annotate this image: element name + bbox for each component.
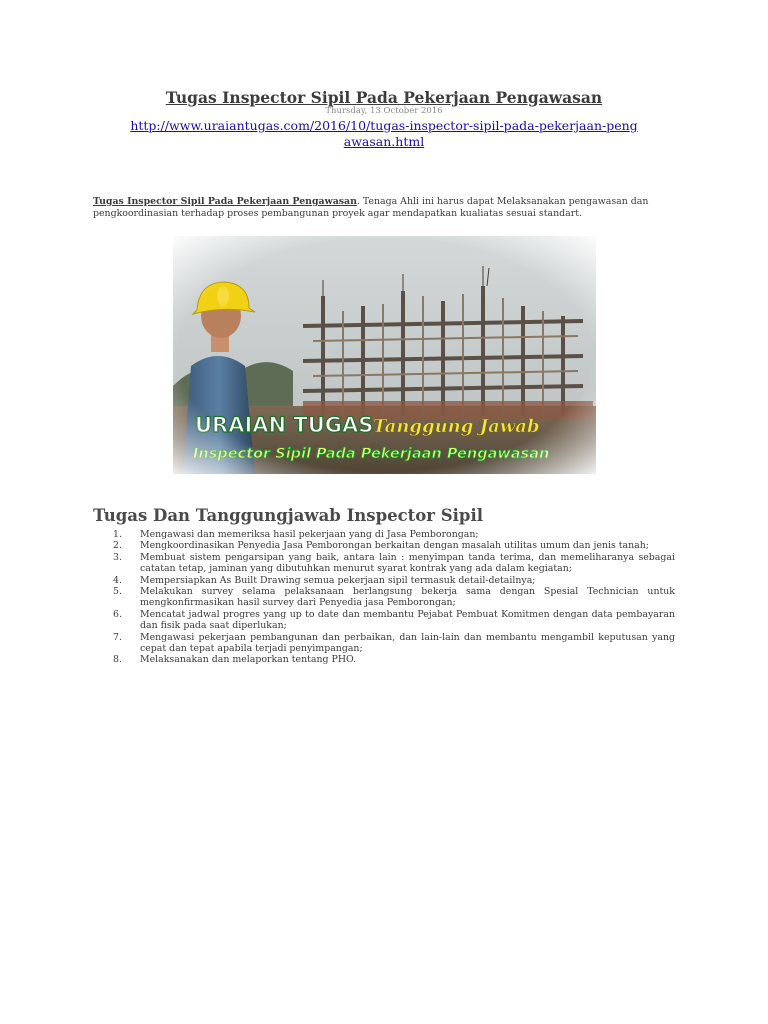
section-heading: Tugas Dan Tanggungjawab Inspector Sipil bbox=[93, 506, 483, 525]
article-date: Thursday, 13 October 2016 bbox=[325, 106, 443, 116]
list-item-number: 7. bbox=[113, 631, 122, 643]
list-item-text: Membuat sistem pengarsipan yang baik, antara lain : menyimpan tanda terima, dan memeliharanya sebagai catatan tetap, jaminan yang dibutuhkan menurut syarat kontrak yang ada dalam kegiatan; bbox=[140, 551, 675, 575]
list-item-number: 8. bbox=[113, 654, 122, 666]
list-item bbox=[113, 552, 675, 575]
list-item-text: Mempersiapkan As Built Drawing semua pekerjaan sipil termasuk detail-detailnya; bbox=[140, 574, 536, 586]
list-item-number: 5. bbox=[113, 586, 122, 598]
intro-paragraph bbox=[93, 196, 677, 219]
article-title: Tugas Inspector Sipil Pada Pekerjaan Pengawasan bbox=[165, 88, 603, 107]
list-item-text: Mengkoordinasikan Penyedia Jasa Pemborongan berkaitan dengan masalah utilitas umum dan jenis tanah; bbox=[140, 540, 649, 552]
list-item-text: Melaksanakan dan melaporkan tentang PHO. bbox=[140, 654, 357, 666]
list-item-number: 4. bbox=[113, 574, 122, 586]
intro-title-link[interactable]: Tugas Inspector Sipil Pada Pekerjaan Pengawasan bbox=[93, 196, 357, 207]
list-item bbox=[113, 529, 675, 540]
list-item-number: 2. bbox=[113, 540, 122, 552]
list-item bbox=[113, 575, 675, 586]
list-item bbox=[113, 609, 675, 632]
list-item bbox=[113, 540, 675, 551]
hero-image bbox=[173, 236, 596, 474]
list-item bbox=[113, 632, 675, 655]
list-item-text: Melakukan survey selama pelaksanaan berlangsung bekerja sama dengan Spesial Technician untuk mengkonfirmasikan hasil survey dari Penyedia jasa Pemborongan; bbox=[140, 586, 675, 609]
list-item-number: 3. bbox=[113, 551, 122, 563]
list-item-number: 6. bbox=[113, 608, 122, 620]
list-item bbox=[113, 654, 675, 665]
list-item bbox=[113, 586, 675, 609]
list-item-text: Mengawasi pekerjaan pembangunan dan perbaikan, dan lain-lain dan membantu mengambil keputusan yang cepat dan tepat apabila terjadi penyimpangan; bbox=[140, 631, 675, 655]
intro-text: . Tenaga Ahli ini harus dapat Melaksanakan pengawasan dan pengkoordinasian terhadap proses pembangunan proyek agar mendapatkan kualiatas sesuai standart. bbox=[93, 196, 649, 219]
task-list bbox=[113, 529, 675, 666]
article-url-link[interactable]: http://www.uraiantugas.com/2016/10/tugas-inspector-sipil-pada-pekerjaan-pengawasan.html bbox=[130, 118, 638, 149]
list-item-text: Mencatat jadwal progres yang up to date dan membantu Pejabat Pembuat Komitmen dengan data pembayaran dan fisik pada saat diperlukan; bbox=[140, 608, 675, 632]
list-item-number: 1. bbox=[113, 529, 122, 540]
list-item-text: Mengawasi dan memeriksa hasil pekerjaan yang di Jasa Pemborongan; bbox=[140, 529, 479, 540]
